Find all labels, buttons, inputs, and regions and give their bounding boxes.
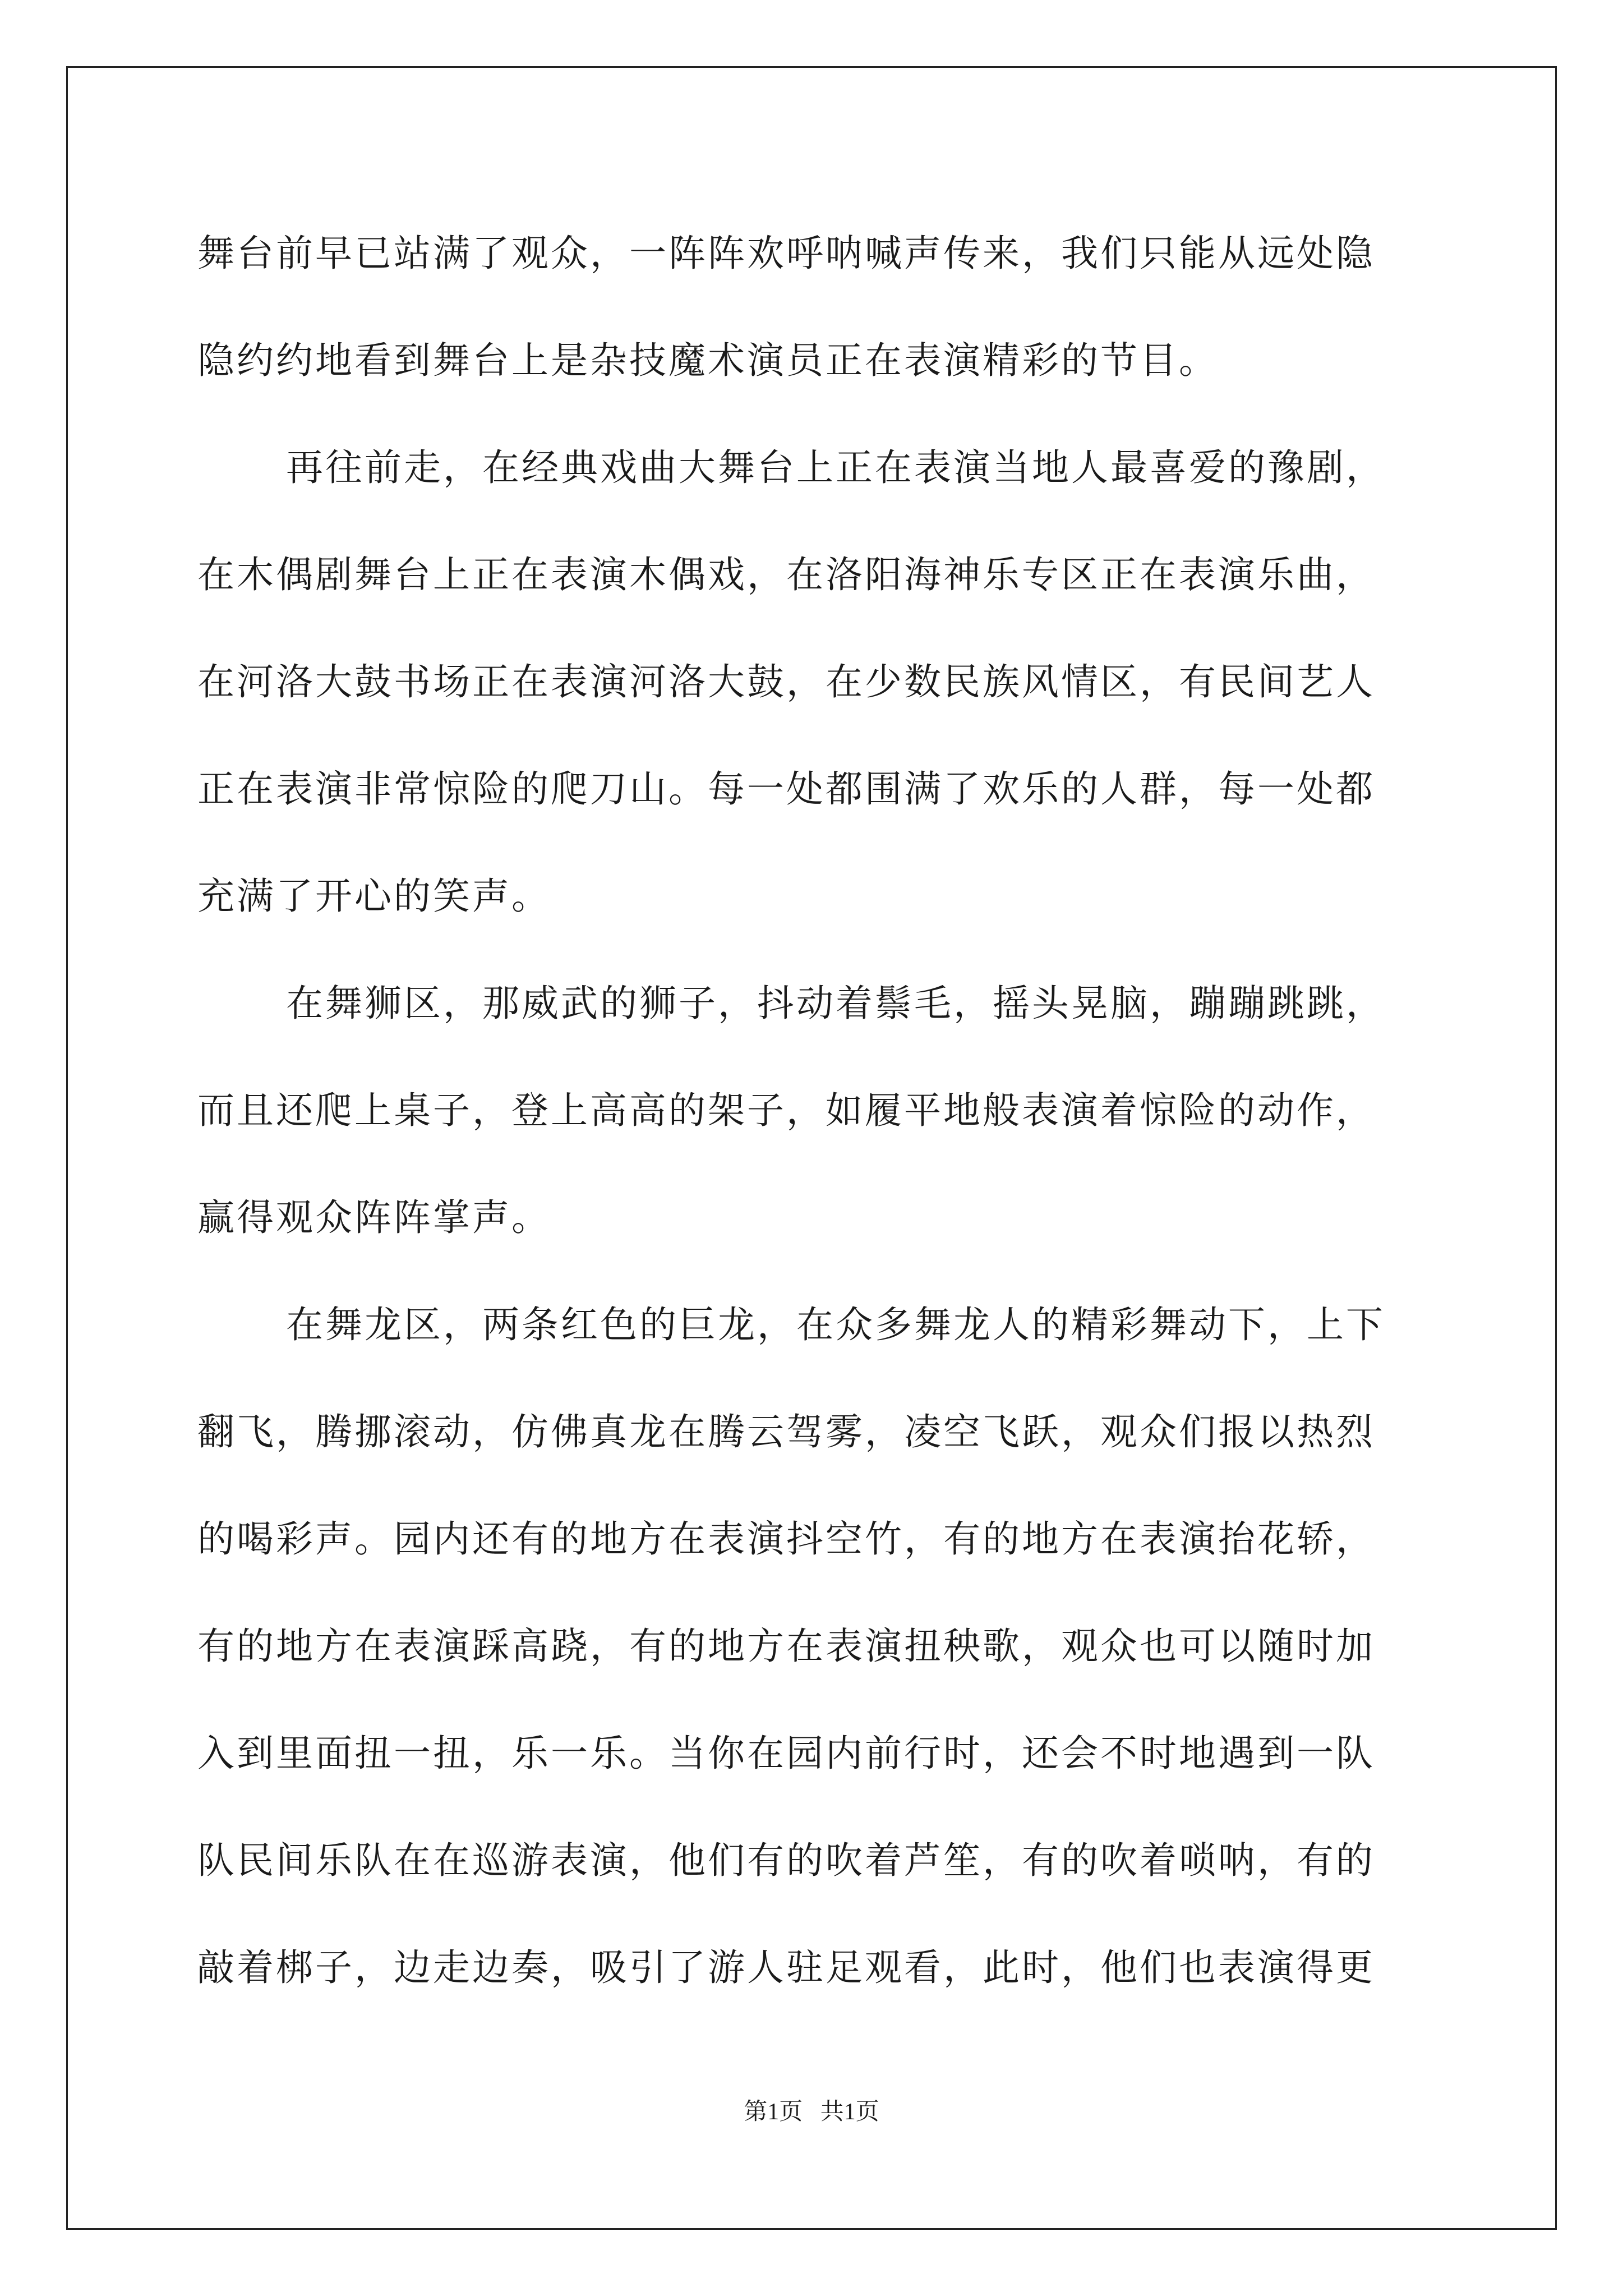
text-line: 入到里面扭一扭，乐一乐。当你在园内前行时，还会不时地遇到一队 <box>197 1732 1375 1775</box>
text-line: 充满了开心的笑声。 <box>197 875 551 918</box>
text-line: 在木偶剧舞台上正在表演木偶戏，在洛阳海神乐专区正在表演乐曲， <box>197 553 1375 596</box>
text-line: 翻飞，腾挪滚动，仿佛真龙在腾云驾雾，凌空飞跃，观众们报以热烈 <box>197 1410 1375 1453</box>
text-line: 的喝彩声。园内还有的地方在表演抖空竹，有的地方在表演抬花轿， <box>197 1517 1375 1561</box>
page-number-footer: 第1页 共1页 <box>744 2099 879 2125</box>
text-line: 赢得观众阵阵掌声。 <box>197 1196 551 1239</box>
text-line: 再往前走，在经典戏曲大舞台上正在表演当地人最喜爱的豫剧， <box>286 446 1385 489</box>
text-line: 正在表演非常惊险的爬刀山。每一处都围满了欢乐的人群，每一处都 <box>197 767 1375 811</box>
text-line: 舞台前早已站满了观众，一阵阵欢呼呐喊声传来，我们只能从远处隐 <box>197 232 1375 275</box>
text-line: 在河洛大鼓书场正在表演河洛大鼓，在少数民族风情区，有民间艺人 <box>197 660 1375 703</box>
text-line: 而且还爬上桌子，登上高高的架子，如履平地般表演着惊险的动作， <box>197 1089 1375 1132</box>
text-line: 有的地方在表演踩高跷，有的地方在表演扭秧歌，观众也可以随时加 <box>197 1625 1375 1668</box>
text-line: 敲着梆子，边走边奏，吸引了游人驻足观看，此时，他们也表演得更 <box>197 1946 1375 1989</box>
document-body <box>197 200 1431 2021</box>
text-line: 隐约约地看到舞台上是杂技魔术演员正在表演精彩的节目。 <box>197 339 1218 382</box>
text-line: 在舞狮区，那威武的狮子，抖动着鬃毛，摇头晃脑，蹦蹦跳跳， <box>286 982 1385 1025</box>
text-line: 队民间乐队在在巡游表演，他们有的吹着芦笙，有的吹着唢呐，有的 <box>197 1839 1375 1882</box>
text-line: 在舞龙区，两条红色的巨龙，在众多舞龙人的精彩舞动下，上下 <box>286 1303 1385 1346</box>
